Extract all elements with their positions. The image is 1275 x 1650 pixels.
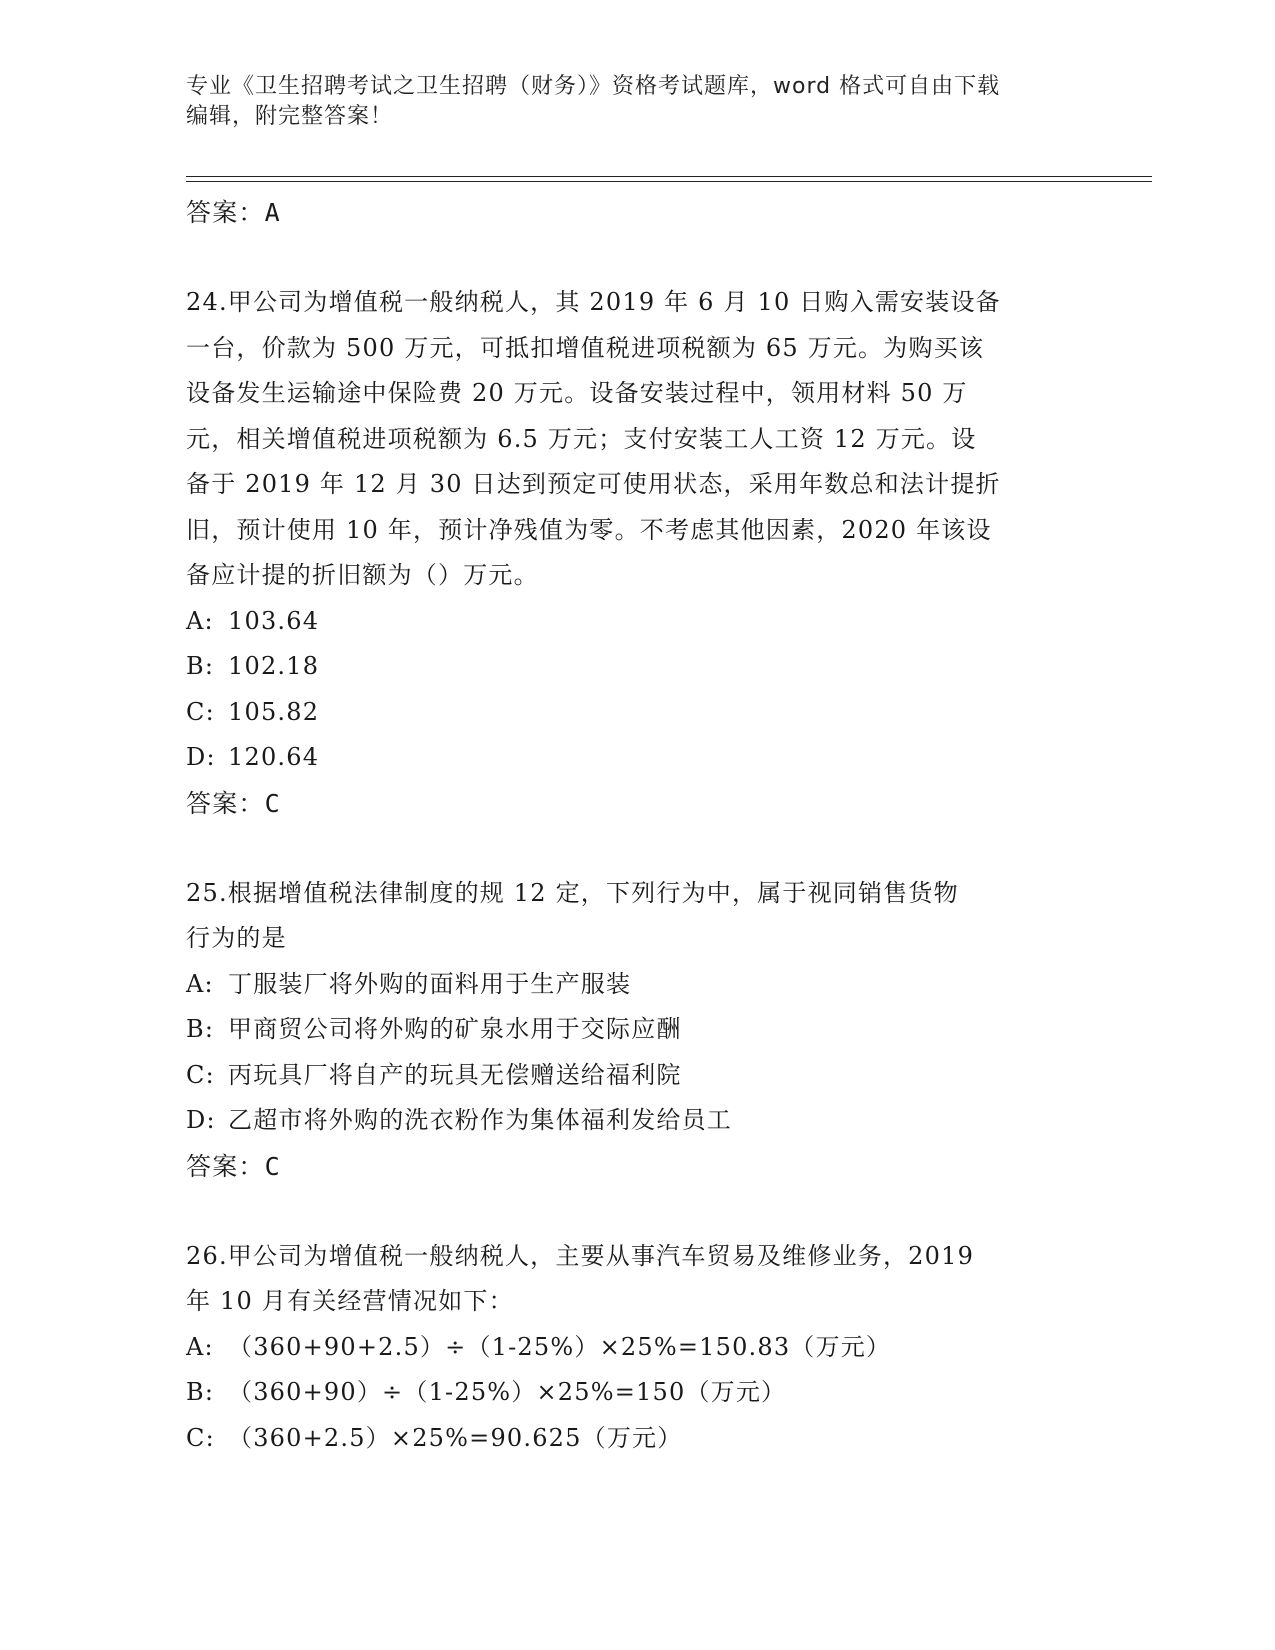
option-a — [186, 599, 1086, 645]
option-text: （360+2.5）×25%=90.625（万元） — [228, 1423, 683, 1452]
question-25 — [186, 871, 1086, 1190]
answer-value: A — [264, 198, 281, 227]
option-label: C: — [186, 1423, 215, 1452]
question-text — [186, 871, 1086, 962]
header-rule-top — [186, 176, 1152, 177]
question-text — [186, 280, 1086, 599]
answer-value: C — [264, 788, 281, 818]
answer-value: C — [264, 1151, 281, 1181]
option-text: （360+90）÷（1-25%）×25%=150（万元） — [228, 1378, 787, 1406]
option-label: A: — [186, 969, 214, 998]
option-label: D: — [186, 1106, 216, 1134]
header-line-1: 专业《卫生招聘考试之卫生招聘（财务）》资格考试题库，word 格式可自由下载 — [186, 74, 1001, 99]
option-a — [186, 962, 1086, 1008]
question-line: 元，相关增值税进项税额为 6.5 万元；支付安装工人工资 12 万元。设 — [186, 424, 977, 453]
option-text: 120.64 — [228, 743, 320, 771]
spacer — [186, 236, 1086, 280]
question-text — [186, 1234, 1086, 1325]
question-24 — [186, 280, 1086, 827]
option-label: B: — [186, 1378, 215, 1406]
question-line: 备应计提的折旧额为（）万元。 — [186, 561, 539, 589]
question-26 — [186, 1234, 1086, 1462]
spacer — [186, 1190, 1086, 1234]
option-label: C: — [186, 697, 215, 726]
question-line: 设备发生运输途中保险费 20 万元。设备安装过程中，领用材料 50 万 — [186, 379, 968, 407]
option-d — [186, 1098, 1086, 1144]
option-text: 103.64 — [228, 606, 320, 635]
option-text: 丙玩具厂将自产的玩具无偿赠送给福利院 — [228, 1060, 682, 1089]
answer-line — [186, 1144, 1086, 1190]
answer-line — [186, 781, 1086, 827]
question-line: 一台，价款为 500 万元，可抵扣增值税进项税额为 65 万元。为购买该 — [186, 333, 985, 362]
answer-label: 答案： — [186, 198, 265, 227]
question-content — [186, 190, 1086, 1461]
page-header — [186, 72, 1086, 132]
answer-line — [186, 190, 1086, 236]
question-number: 25. — [186, 878, 228, 907]
option-text: 105.82 — [228, 697, 320, 726]
option-c — [186, 1053, 1086, 1099]
question-line: 旧，预计使用 10 年，预计净残值为零。不考虑其他因素，2020 年该设 — [186, 515, 992, 544]
option-d — [186, 735, 1086, 781]
option-b — [186, 1007, 1086, 1053]
option-label: D: — [186, 743, 216, 771]
question-line: 备于 2019 年 12 月 30 日达到预定可使用状态，采用年数总和法计提折 — [186, 470, 1001, 498]
option-b — [186, 1370, 1086, 1416]
option-text: 乙超市将外购的洗衣粉作为集体福利发给员工 — [228, 1106, 732, 1134]
question-line: 24.甲公司为增值税一般纳税人，其 2019 年 6 月 10 日购入需安装设备 — [186, 288, 1001, 316]
option-label: A: — [186, 1332, 214, 1361]
option-text: 丁服装厂将外购的面料用于生产服装 — [228, 969, 632, 998]
question-number: 24. — [186, 288, 228, 316]
header-line-2: 编辑，附完整答案！ — [186, 104, 394, 129]
question-line: 26.甲公司为增值税一般纳税人，主要从事汽车贸易及维修业务，2019 — [186, 1241, 975, 1270]
option-c — [186, 1416, 1086, 1462]
option-c — [186, 690, 1086, 736]
option-label: B: — [186, 652, 215, 680]
option-label: B: — [186, 1015, 215, 1043]
question-line: 25.根据增值税法律制度的规 12 定，下列行为中，属于视同销售货物 — [186, 878, 959, 907]
question-line: 行为的是 — [186, 924, 287, 952]
spacer — [186, 827, 1086, 871]
option-label: C: — [186, 1060, 215, 1089]
header-rule-bottom — [186, 181, 1152, 182]
question-number: 26. — [186, 1241, 228, 1270]
option-label: A: — [186, 606, 214, 635]
option-text: 甲商贸公司将外购的矿泉水用于交际应酬 — [228, 1015, 682, 1043]
option-a — [186, 1325, 1086, 1371]
answer-label: 答案： — [186, 1151, 265, 1181]
option-b — [186, 644, 1086, 690]
answer-label: 答案： — [186, 788, 265, 818]
option-text: 102.18 — [228, 652, 320, 680]
question-line: 年 10 月有关经营情况如下： — [186, 1287, 514, 1315]
option-text: （360+90+2.5）÷（1-25%）×25%=150.83（万元） — [228, 1332, 892, 1361]
